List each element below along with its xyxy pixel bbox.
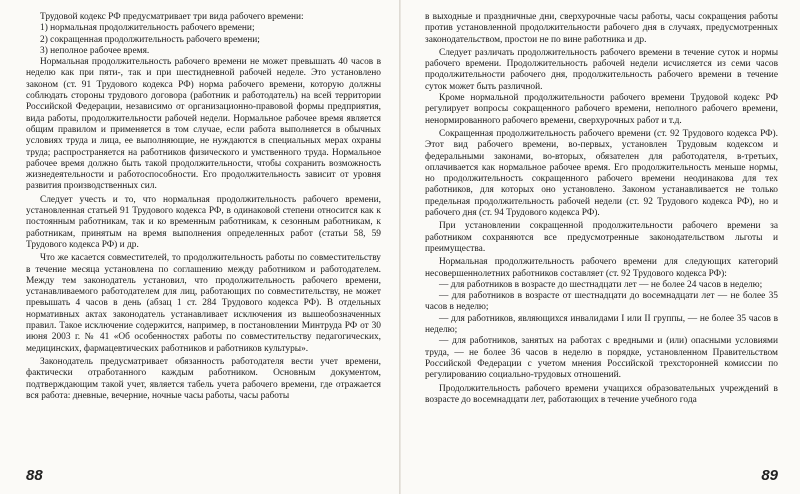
paragraph: Нормальная продолжительность рабочего времени не может превышать 40 часов в неделю как при пяти-, так и при шестидневной рабочей неделе. Это установлено законом (ст. 91 Трудового кодекса РФ) норма рабочего времени, которую должны соблюдать стороны трудового договора (работник и работодатель) на всей территории Российской Федерации, независимо от организационно-правовой формы предприятия, вида работы, продолжительности рабочей недели. Нормальное рабочее время является общим правилом и применяется в том случае, если работа выполняется в обычных условиях труда и лица, ее выполняющие, не нуждаются в специальных мерах охраны труда; распространяется на работников физического и умственного труда. Нормальное рабочее время должно быть такой продолжительности, чтобы сохранить возможность жизнедеятельности и работоспособности. Его продолжительность зависит от уровня развития производственных сил. [26, 57, 381, 192]
paragraph: Что же касается совместителей, то продолжительность работы по совместительству в течение месяца установлена по соглашению между работником и работодателем. Между тем законодатель установил, что продолжительность рабочего времени, устанавливаемого работодателем для лиц, работающих по совместительству, не может превышать 4 часов в день (абзац 1 ст. 284 Трудового кодекса РФ). В отдельных нормативных актах законодатель устанавливает исключения из вышеобозначенных правил. Такое исключение содержится, например, в постановлении Минтруда РФ от 30 июня 2003 г. № 41 «Об особенностях работы по совместительству педагогических, медицинских, фармацевтических работников и работников культуры». [26, 253, 381, 354]
paragraph: Продолжительность рабочего времени учащихся образовательных учреждений в возрасте до восемнадцати лет, работающих в течение учебного года [425, 383, 778, 405]
paragraph: Следует учесть и то, что нормальная продолжительность рабочего времени, установленная статьей 91 Трудового кодекса РФ, в одинаковой степени относится как к постоянным работникам, так и ко временным работникам, к сезонным работникам, к работникам, принятым на время выполнения определенных работ (статьи 58, 59 Трудового кодекса РФ) и др. [26, 194, 381, 250]
list-item: — для работников, занятых на работах с вредными и (или) опасными условиями труда, — не более 36 часов в неделю в порядке, установленном Правительством Российской Федерации с учетом мнения Российской трехсторонней комиссии по регулированию социально-трудовых отношений. [425, 336, 778, 381]
left-page [0, 0, 399, 494]
list-item: 2) сокращенная продолжительность рабочего времени; [40, 34, 260, 45]
paragraph: в выходные и праздничные дни, сверхурочные часы работы, часы сокращения работы против установленной продолжительности рабочего дня в случаях, предусмотренных законодательством, простои не по вине работника и др. [425, 12, 778, 45]
paragraph: Нормальная продолжительность рабочего времени для следующих категорий несовершеннолетних работников составляет (ст. 92 Трудового кодекса РФ): [425, 257, 778, 279]
list-item: — для работников, являющихся инвалидами I или II группы, — не более 35 часов в неделю; [425, 313, 778, 336]
paragraph: Трудовой кодекс РФ предусматривает три вида рабочего времени: [40, 12, 304, 22]
page-number: 88 [26, 467, 43, 484]
list-item: 1) нормальная продолжительность рабочего времени; [40, 23, 255, 34]
paragraph: Законодатель предусматривает обязанность работодателя вести учет времени, фактически отработанного каждым работником. Основным документом, подтверждающим такой учет, является табель учета рабочего времени, где отражается вся работа: дневные, вечерние, ночные часы работы, часы работы [26, 356, 381, 401]
paragraph: При установлении сокращенной продолжительности рабочего времени за работником сохраняются все предусмотренные законодательством льготы и преимущества. [425, 221, 778, 254]
page-number: 89 [761, 467, 778, 484]
list-item: — для работников в возрасте от шестнадцати до восемнадцати лет — не более 35 часов в неделю; [425, 291, 778, 313]
list-item: 3) неполное рабочее время. [40, 45, 150, 56]
paragraph: Сокращенная продолжительность рабочего времени (ст. 92 Трудового кодекса РФ). Этот вид рабочего времени, во-первых, установлен Трудовым кодексом и федеральными законами, во-вторых, обязателен для работодателя, в-третьих, оплачивается как нормальное рабочее время. Его продолжительность меньше нормы, но продолжительность сокращенного рабочего времени неодинакова для тех работников, для которых оно установлено. Законом устанавливается не только предельная продолжительность рабочей недели (ст. 92 Трудового кодекса РФ), но и рабочего дня (ст. 94 Трудового кодекса РФ). [425, 128, 778, 219]
right-page [401, 0, 800, 494]
list-item: — для работников в возрасте до шестнадцати лет — не более 24 часов в неделю; [439, 279, 763, 290]
paragraph: Следует различать продолжительность рабочего времени в течение суток и нормы рабочего времени. Продолжительность рабочей недели исчисляется из семи часов продолжительности рабочего дня, продолжительность рабочего времени в течение суток может быть различной. [425, 47, 778, 92]
paragraph: Кроме нормальной продолжительности рабочего времени Трудовой кодекс РФ регулирует вопросы сокращенного рабочего времени, неполного рабочего времени, ненормированного рабочего времени, сверхурочных работ и т.д. [425, 93, 778, 126]
